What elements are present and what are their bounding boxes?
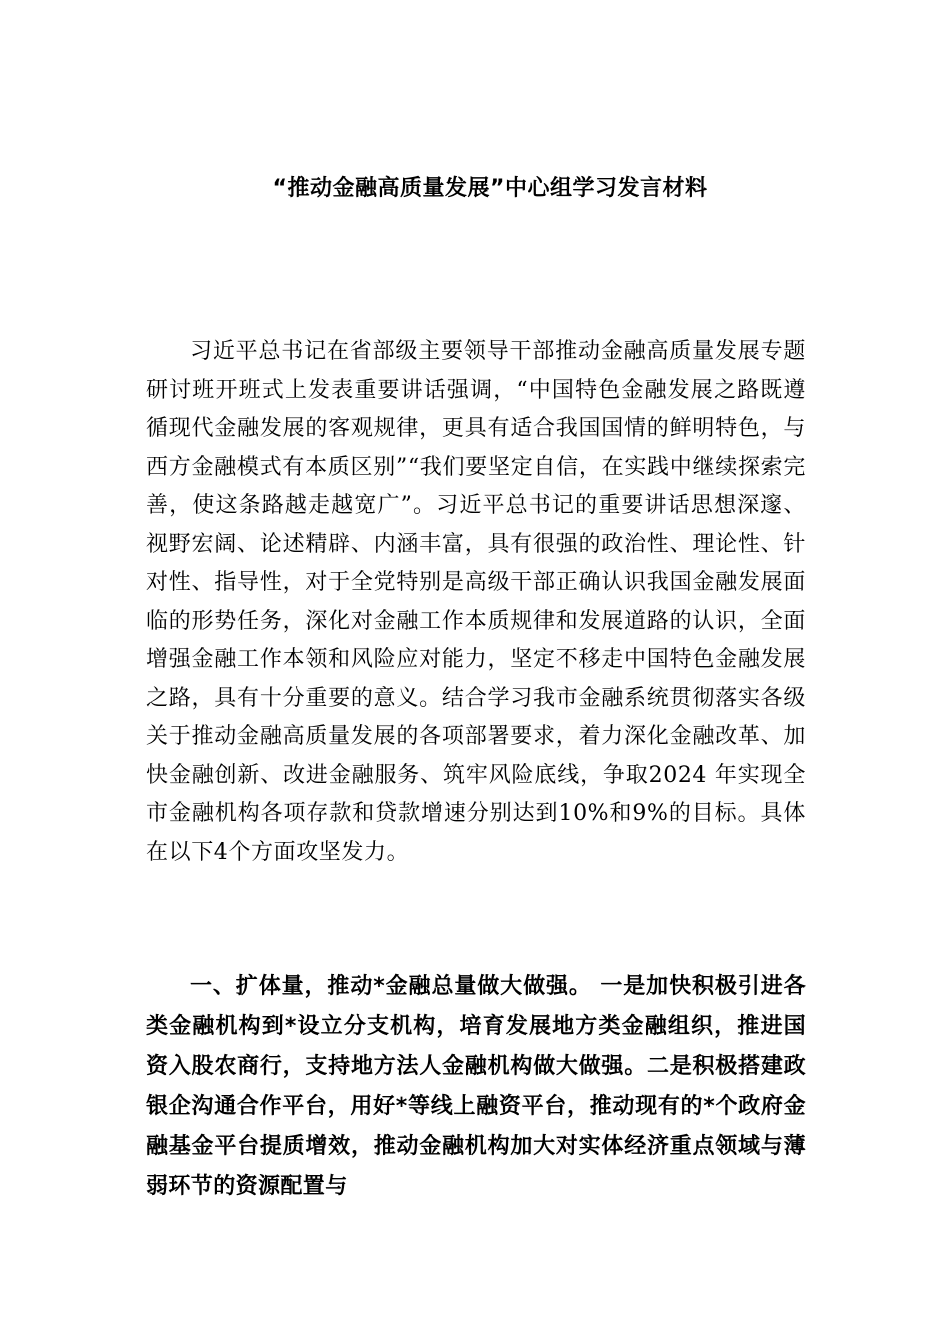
section-1-paragraph: 一、扩体量，推动*金融总量做大做强。 一是加快积极引进各类金融机构到*设立分支机构，培育发展地方类金融组织，推进国资入股农商行，支持地方法人金融机构做大做强。二是积极搭建政银企沟通合作平台，用好*等线上融资平台，推动现有的*个政府金融基金平台提质增效，推动金融机构加大对实体经济重点领域与薄弱环节的资源配置与 bbox=[146, 974, 806, 1199]
document-title: “推动金融高质量发展”中心组学习发言材料 bbox=[272, 176, 708, 201]
intro-paragraph: 习近平总书记在省部级主要领导干部推动金融高质量发展专题研讨班开班式上发表重要讲话强调，“中国特色金融发展之路既遵循现代金融发展的客观规律，更具有适合我国国情的鲜明特色，与西方金融模式有本质区别”“我们要坚定自信，在实践中继续探索完善，使这条路越走越宽广”。习近平总书记的重要讲话思想深邃、视野宏阔、论述精辟、内涵丰富，具有很强的政治性、理论性、针对性、指导性，对于全党特别是高级干部正确认识我国金融发展面临的形势任务，深化对金融工作本质规律和发展道路的认识，全面增强金融工作本领和风险应对能力，坚定不移走中国特色金融发展之路，具有十分重要的意义。结合学习我市金融系统贯彻落实各级关于推动金融高质量发展的各项部署要求，着力深化金融改革、加快金融创新、改进金融服务、筑牢风险底线，争取2024 年实现全市金融机构各项存款和贷款增速分别达到10%和9%的目标。具体在以下4个方面攻坚发力。 bbox=[146, 339, 806, 865]
